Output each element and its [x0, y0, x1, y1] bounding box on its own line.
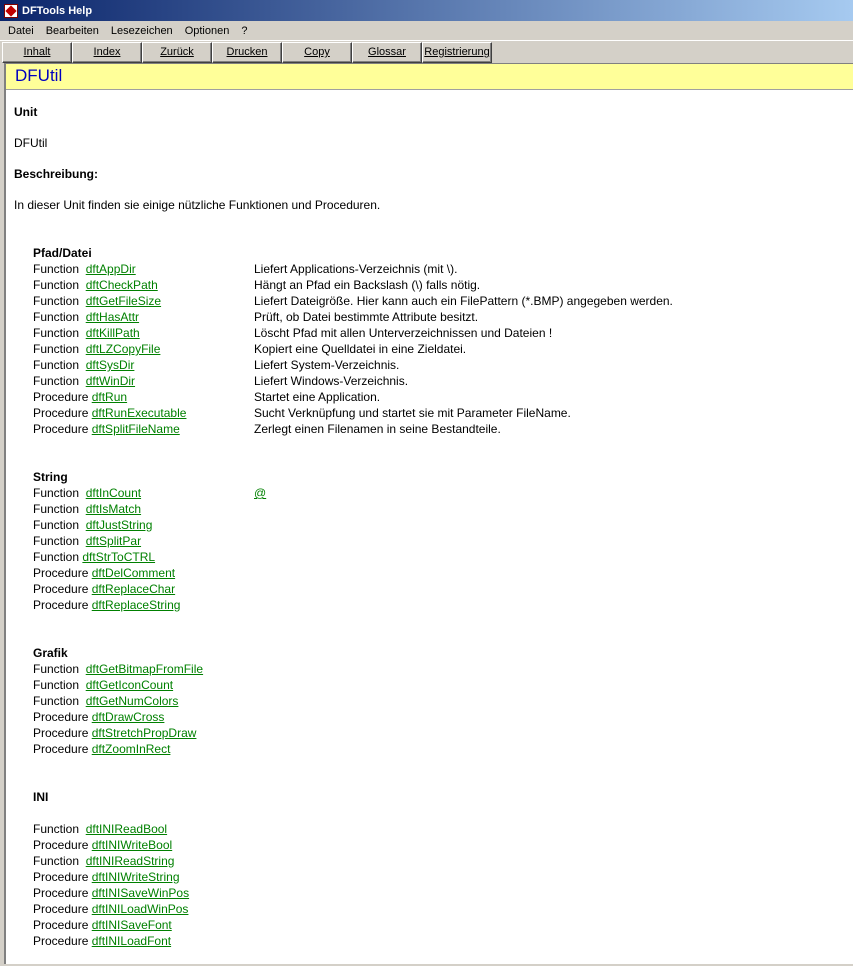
list-item [33, 341, 853, 357]
group-ini [14, 789, 853, 949]
routine-kind-label: Function [33, 374, 83, 388]
list-item [33, 661, 853, 677]
routine-kind-label: Function [33, 534, 83, 548]
routine-link[interactable]: dftHasAttr [85, 310, 140, 324]
help-toolbar [2, 42, 492, 63]
routine-kind-label: Procedure [33, 742, 89, 756]
routine-link[interactable]: dftAppDir [85, 262, 136, 276]
group-title: INI [33, 790, 49, 804]
routine-description: Hängt an Pfad ein Backslash (\) falls nötig. [254, 278, 481, 292]
group-spacer [33, 805, 853, 821]
list-item [33, 517, 853, 533]
routine-link[interactable]: dftReplaceString [91, 598, 181, 612]
topic-header [6, 64, 853, 90]
list-item [33, 741, 853, 757]
routine-kind-label: Procedure [33, 918, 89, 932]
list-item [33, 373, 853, 389]
routine-kind-label: Function [33, 326, 83, 340]
list-item [33, 549, 853, 565]
unit-name: DFUtil [14, 136, 48, 150]
list-item [33, 821, 853, 837]
list-item [33, 597, 853, 613]
list-item [33, 501, 853, 517]
menubar [0, 21, 853, 41]
list-item [33, 405, 853, 421]
menu-help[interactable]: ? [241, 24, 248, 37]
routine-link[interactable]: dftKillPath [85, 326, 140, 340]
routine-link[interactable]: dftStrToCTRL [82, 550, 156, 564]
group-pfad-datei [14, 245, 853, 437]
glossar-button[interactable]: Glossar [352, 42, 422, 63]
routine-description: Prüft, ob Datei bestimmte Attribute besitzt. [254, 310, 479, 324]
routine-kind-label: Procedure [33, 934, 89, 948]
routine-kind-label: Function [33, 518, 83, 532]
routine-link[interactable]: dftRunExecutable [91, 406, 187, 420]
menu-datei[interactable]: Datei [8, 24, 34, 37]
help-content-pane[interactable] [4, 63, 853, 964]
list-item [33, 261, 853, 277]
list-item [33, 357, 853, 373]
at-link[interactable]: @ [254, 486, 267, 500]
menu-optionen[interactable]: Optionen [184, 24, 230, 37]
list-item [33, 837, 853, 853]
routine-kind-label: Function [33, 486, 83, 500]
routine-link[interactable]: dftGetBitmapFromFile [85, 662, 204, 676]
list-item [33, 485, 853, 501]
routine-description: Startet eine Application. [254, 390, 381, 404]
routine-link[interactable]: dftCheckPath [85, 278, 158, 292]
routine-kind-label: Function [33, 262, 83, 276]
routine-link[interactable]: dftSplitPar [85, 534, 142, 548]
routine-kind-label: Procedure [33, 390, 89, 404]
routine-link[interactable]: dftINISaveFont [91, 918, 172, 932]
list-item [33, 885, 853, 901]
routine-link[interactable]: dftDelComment [91, 566, 176, 580]
routine-kind-label: Function [33, 694, 83, 708]
function-groups [14, 245, 853, 949]
list-item [33, 901, 853, 917]
routine-kind-label: Procedure [33, 838, 89, 852]
routine-kind-label: Procedure [33, 406, 89, 420]
routine-link[interactable]: dftINIReadBool [85, 822, 168, 836]
routine-kind-label: Function [33, 310, 83, 324]
routine-link[interactable]: dftINILoadWinPos [91, 902, 189, 916]
routine-description: Liefert Windows-Verzeichnis. [254, 374, 409, 388]
routine-description: Sucht Verknüpfung und startet sie mit Parameter FileName. [254, 406, 571, 420]
list-item [33, 565, 853, 581]
routine-kind-label: Procedure [33, 598, 89, 612]
group-grafik [14, 645, 853, 757]
zurueck-button[interactable]: Zurück [142, 42, 212, 63]
description-text: In dieser Unit finden sie einige nützliche Funktionen und Proceduren. [14, 198, 381, 212]
routine-kind-label: Function [33, 550, 80, 564]
routine-kind-label: Function [33, 278, 83, 292]
menu-lesezeichen[interactable]: Lesezeichen [110, 24, 173, 37]
routine-description: Liefert System-Verzeichnis. [254, 358, 400, 372]
routine-link[interactable]: dftGetNumColors [85, 694, 179, 708]
routine-kind-label: Procedure [33, 566, 89, 580]
routine-description: Zerlegt einen Filenamen in seine Bestandteile. [254, 422, 501, 436]
routine-link[interactable]: dftStretchPropDraw [91, 726, 197, 740]
list-item [33, 325, 853, 341]
unit-heading: Unit [14, 105, 38, 119]
routine-kind-label: Function [33, 342, 83, 356]
copy-button[interactable]: Copy [282, 42, 352, 63]
list-item [33, 389, 853, 405]
routine-link[interactable]: dftDrawCross [91, 710, 165, 724]
routine-link[interactable]: dftInCount [85, 486, 142, 500]
list-item [33, 869, 853, 885]
routine-link[interactable]: dftLZCopyFile [85, 342, 161, 356]
menu-bearbeiten[interactable]: Bearbeiten [45, 24, 99, 37]
routine-link[interactable]: dftSysDir [85, 358, 135, 372]
routine-kind-label: Procedure [33, 422, 89, 436]
routine-link[interactable]: dftINIWriteBool [91, 838, 173, 852]
list-item [33, 853, 853, 869]
routine-description: Löscht Pfad mit allen Unterverzeichnissen und Dateien ! [254, 326, 553, 340]
routine-link[interactable]: dftWinDir [85, 374, 136, 388]
routine-link[interactable]: dftINIWriteString [91, 870, 180, 884]
list-item [33, 533, 853, 549]
group-title: String [33, 470, 68, 484]
routine-link[interactable]: dftJustString [85, 518, 153, 532]
window-titlebar [0, 0, 853, 21]
help-app-icon [4, 4, 18, 18]
drucken-button[interactable]: Drucken [212, 42, 282, 63]
routine-description: Liefert Applications-Verzeichnis (mit \). [254, 262, 458, 276]
group-string [14, 469, 853, 613]
description-heading: Beschreibung: [14, 167, 99, 181]
routine-link[interactable]: dftIsMatch [85, 502, 142, 516]
list-item [33, 693, 853, 709]
window-title: DFTools Help [22, 4, 93, 17]
list-item [33, 677, 853, 693]
routine-kind-label: Function [33, 822, 83, 836]
list-item [33, 709, 853, 725]
routine-link[interactable]: dftINISaveWinPos [91, 886, 190, 900]
routine-link[interactable]: dftGetFileSize [85, 294, 162, 308]
list-item [33, 309, 853, 325]
list-item [33, 421, 853, 437]
topic-body [6, 105, 853, 949]
routine-link[interactable]: dftReplaceChar [91, 582, 176, 596]
routine-link[interactable]: dftGetIconCount [85, 678, 174, 692]
routine-kind-label: Function [33, 678, 83, 692]
group-title: Grafik [33, 646, 68, 660]
routine-kind-label: Function [33, 358, 83, 372]
routine-link[interactable]: dftRun [91, 390, 128, 404]
topic-title: DFUtil [15, 66, 63, 85]
routine-link[interactable]: dftINIReadString [85, 854, 175, 868]
routine-kind-label: Procedure [33, 726, 89, 740]
routine-link[interactable]: dftZoomInRect [91, 742, 171, 756]
list-item [33, 725, 853, 741]
list-item [33, 933, 853, 949]
routine-link[interactable]: dftINILoadFont [91, 934, 172, 948]
routine-kind-label: Procedure [33, 710, 89, 724]
routine-link[interactable]: dftSplitFileName [91, 422, 180, 436]
index-button[interactable]: Index [72, 42, 142, 63]
routine-description: Liefert Dateigröße. Hier kann auch ein FilePattern (*.BMP) angegeben werden. [254, 294, 673, 308]
registrierung-button[interactable]: Registrierung [422, 42, 492, 63]
list-item [33, 277, 853, 293]
group-title: Pfad/Datei [33, 246, 92, 260]
routine-kind-label: Procedure [33, 886, 89, 900]
inhalt-button[interactable]: Inhalt [2, 42, 72, 63]
list-item [33, 581, 853, 597]
routine-kind-label: Function [33, 294, 83, 308]
routine-kind-label: Function [33, 662, 83, 676]
routine-kind-label: Function [33, 502, 83, 516]
routine-kind-label: Procedure [33, 902, 89, 916]
routine-kind-label: Function [33, 854, 83, 868]
routine-kind-label: Procedure [33, 582, 89, 596]
routine-description: Kopiert eine Quelldatei in eine Zieldatei. [254, 342, 467, 356]
routine-kind-label: Procedure [33, 870, 89, 884]
list-item [33, 917, 853, 933]
list-item [33, 293, 853, 309]
